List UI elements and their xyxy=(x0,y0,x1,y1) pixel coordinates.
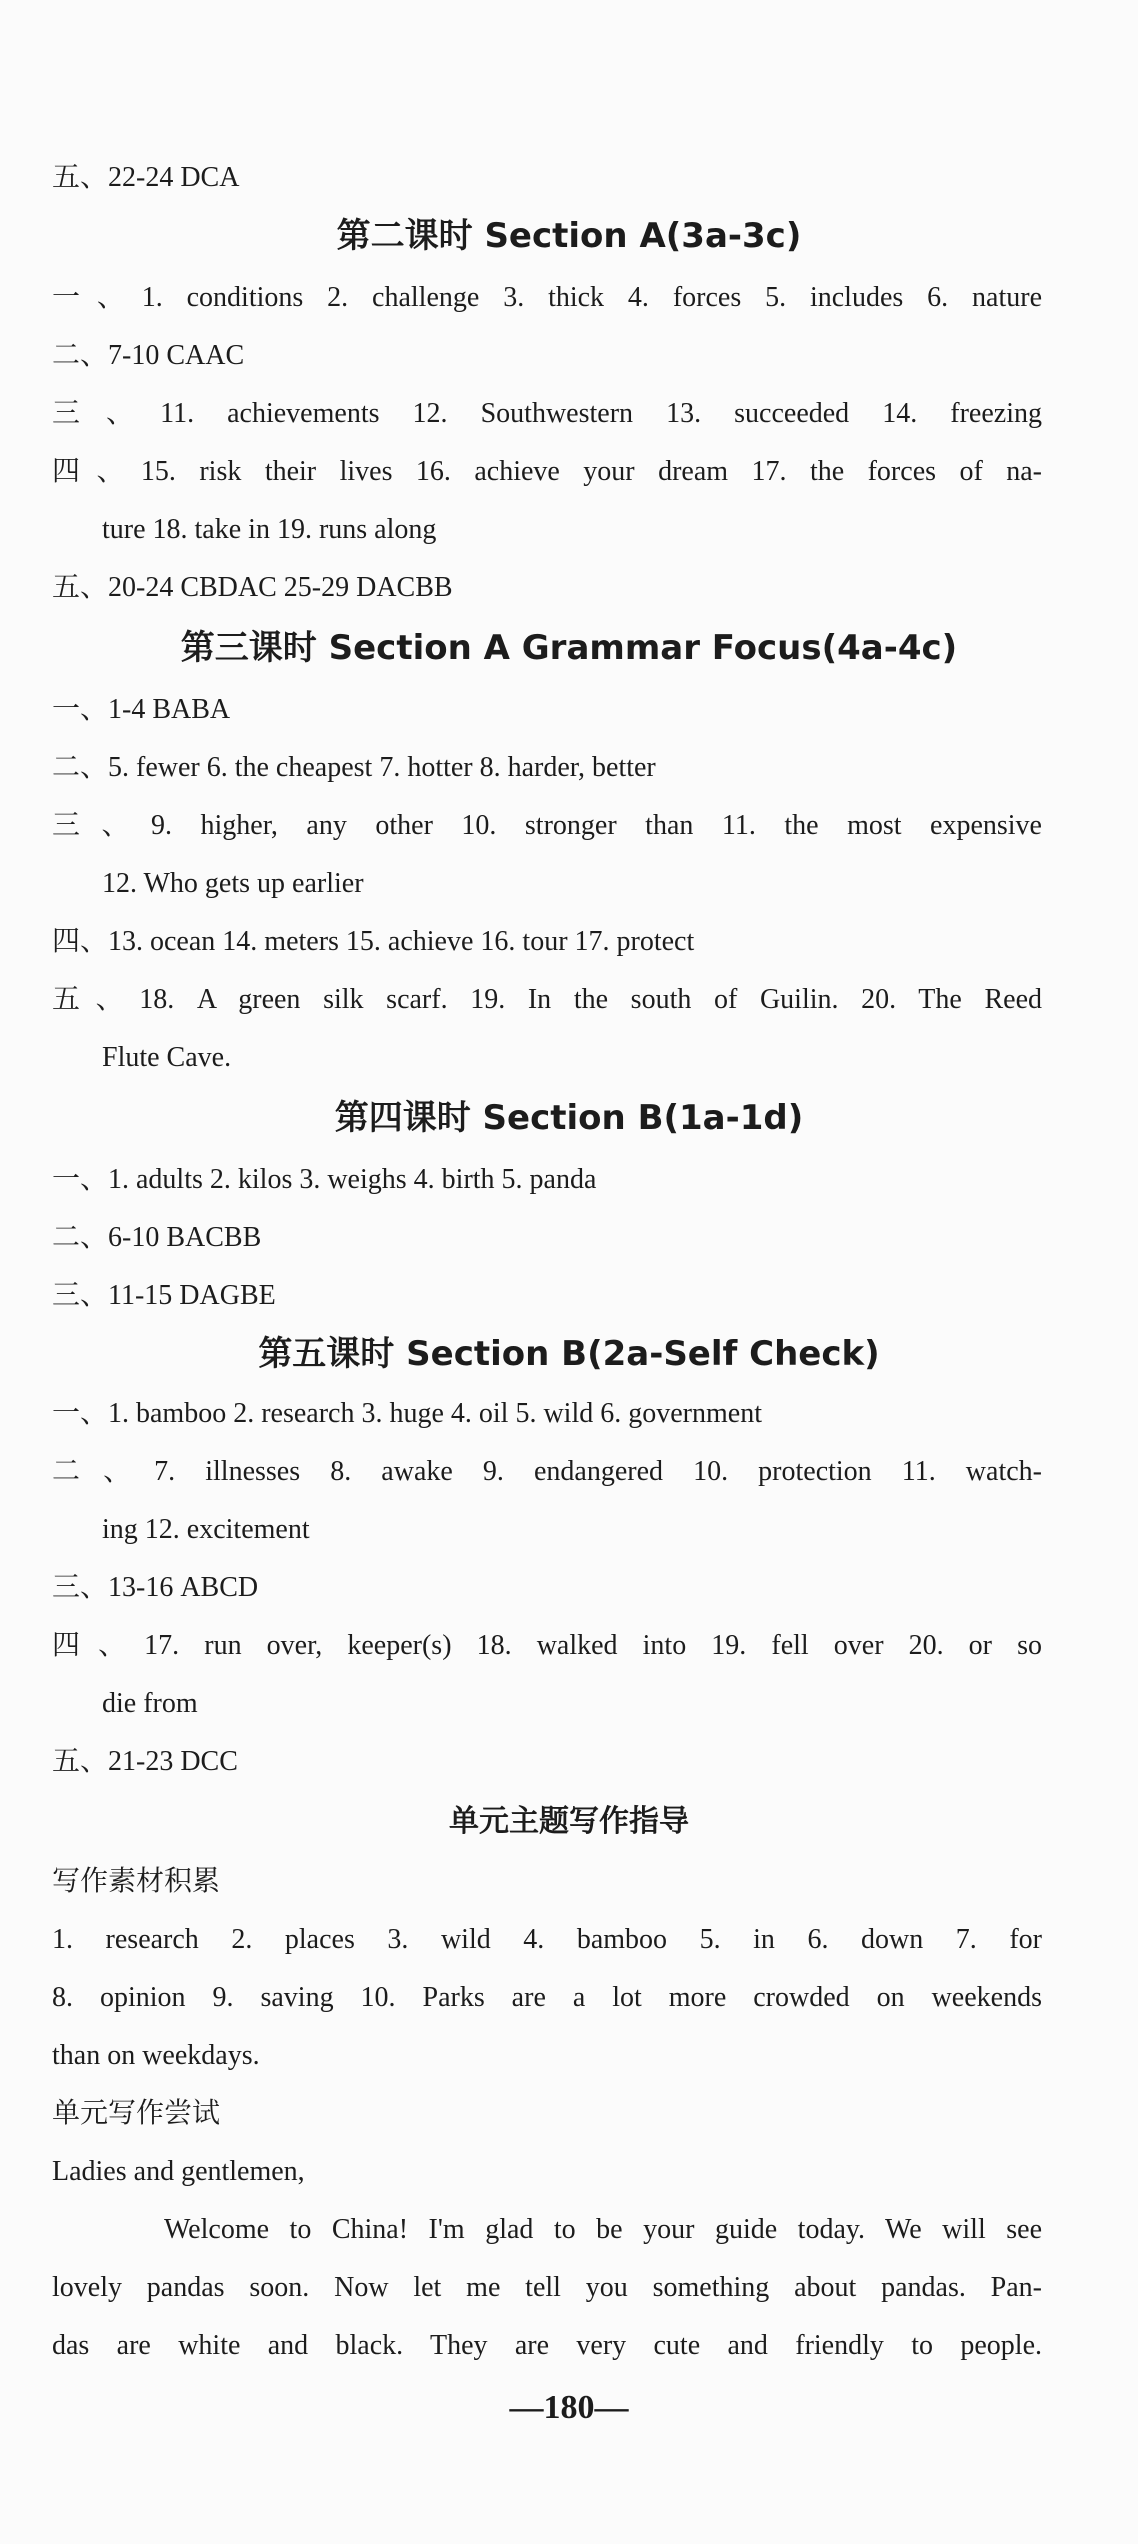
section-heading: 第二课时 Section A(3a-3c) xyxy=(336,216,802,256)
answer-line: 四、17. run over, keeper(s) 18. walked into 19. fell over 20. or so xyxy=(52,1630,1042,1661)
answer-line: 三、13-16 ABCD xyxy=(52,1572,259,1603)
answer-line: 一、1-4 BABA xyxy=(52,694,231,725)
answer-line: 一、1. bamboo 2. research 3. huge 4. oil 5. wild 6. government xyxy=(52,1398,762,1429)
answer-line-continued: die from xyxy=(102,1688,198,1719)
answer-line: 五、21-23 DCC xyxy=(52,1746,238,1777)
answer-line: 五、20-24 CBDAC 25-29 DACBB xyxy=(52,572,453,603)
section-heading: 单元主题写作指导 xyxy=(449,1804,689,1839)
essay-salutation: Ladies and gentlemen, xyxy=(52,2156,305,2187)
answer-line-continued: ing 12. excitement xyxy=(102,1514,310,1545)
answer-line-continued: 12. Who gets up earlier xyxy=(102,868,364,899)
answer-line-continued: than on weekdays. xyxy=(52,2040,260,2071)
subheading: 单元写作尝试 xyxy=(52,2098,221,2129)
section-heading: 第三课时 Section A Grammar Focus(4a-4c) xyxy=(180,628,958,668)
answer-line: 一、1. conditions 2. challenge 3. thick 4. forces 5. includes 6. nature xyxy=(52,282,1042,313)
answer-line: 8. opinion 9. saving 10. Parks are a lot more crowded on weekends xyxy=(52,1982,1042,2013)
answer-line: 二、6-10 BACBB xyxy=(52,1222,262,1253)
page-number: —180— xyxy=(509,2389,629,2426)
answer-line: 三、11. achievements 12. Southwestern 13. succeeded 14. freezing xyxy=(52,398,1042,429)
answer-line: 三、11-15 DAGBE xyxy=(52,1280,276,1311)
essay-line: lovely pandas soon. Now let me tell you something about pandas. Pan- xyxy=(52,2272,1042,2303)
answer-line: 二、7-10 CAAC xyxy=(52,340,245,371)
answer-line: 一、1. adults 2. kilos 3. weighs 4. birth 5. panda xyxy=(52,1164,597,1195)
section-heading: 第四课时 Section B(1a-1d) xyxy=(334,1098,804,1138)
answer-line: 五、18. A green silk scarf. 19. In the south of Guilin. 20. The Reed xyxy=(52,984,1042,1015)
answer-line: 四、15. risk their lives 16. achieve your dream 17. the forces of na- xyxy=(52,456,1042,487)
answer-line: 二、5. fewer 6. the cheapest 7. hotter 8. harder, better xyxy=(52,752,656,783)
answer-line: 1. research 2. places 3. wild 4. bamboo 5. in 6. down 7. for xyxy=(52,1924,1042,1955)
answer-line-continued: ture 18. take in 19. runs along xyxy=(102,514,437,545)
section-heading: 第五课时 Section B(2a-Self Check) xyxy=(258,1334,880,1374)
essay-line: Welcome to China! I'm glad to be your guide today. We will see xyxy=(164,2214,1042,2245)
answer-line: 四、13. ocean 14. meters 15. achieve 16. tour 17. protect xyxy=(52,926,695,957)
answer-line: 五、22-24 DCA xyxy=(52,162,240,193)
answer-line: 二、7. illnesses 8. awake 9. endangered 10. protection 11. watch- xyxy=(52,1456,1042,1487)
answer-line-continued: Flute Cave. xyxy=(102,1042,232,1073)
answer-line: 三、9. higher, any other 10. stronger than 11. the most expensive xyxy=(52,810,1042,841)
subheading: 写作素材积累 xyxy=(52,1866,221,1897)
essay-line: das are white and black. They are very cute and friendly to people. xyxy=(52,2330,1042,2361)
